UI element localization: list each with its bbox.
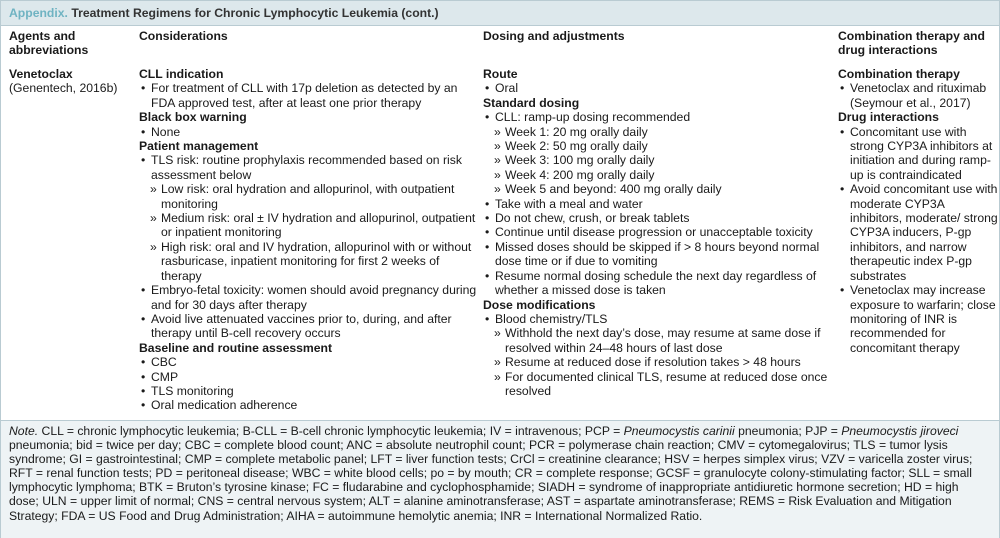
considerations-column bbox=[139, 29, 479, 413]
sub-list-item: » Week 1: 20 mg orally daily bbox=[483, 125, 829, 139]
appendix-label: Appendix. bbox=[9, 6, 68, 20]
section-title: Patient management bbox=[139, 139, 259, 154]
list-item: • TLS monitoring bbox=[139, 384, 479, 398]
sub-list-item: » Low risk: oral hydration and allopurinol, with outpatient monitoring bbox=[139, 182, 479, 211]
sub-list-item: » Week 4: 200 mg orally daily bbox=[483, 168, 829, 182]
list-item: • Oral bbox=[483, 81, 829, 95]
section-title: Baseline and routine assessment bbox=[139, 340, 333, 355]
combination-header: Combination therapy and drug interactions bbox=[838, 29, 985, 58]
agents-header: Agents and abbreviations bbox=[9, 29, 89, 58]
section-title: Standard dosing bbox=[483, 95, 580, 110]
sub-list-item: » Medium risk: oral ± IV hydration and allopurinol, outpatient or inpatient monitoring bbox=[139, 211, 479, 240]
list-item: • Avoid concomitant use with moderate CYP3A inhibitors, moderate/ strong CYP3A inducers, P-gp inhibitors, and narrow therapeutic index P-gp substrates bbox=[838, 182, 998, 283]
note-text: pneumonia; bid = twice per day; CBC = complete blood count; ANC = absolute neutrophil count; PCR = polymerase chain reaction; CMV = cytomegalovirus; TLS = tumor lysis syndrome; GI = gastrointestinal; CMP = complete metabolic panel; LFT = liver function tests; CrCl = creatinine clearance; HSV = herpes simplex virus; VZV = varicella zoster virus; RFT = renal function tests; PD = peritoneal disease; WBC = white blood cells; po = by mouth; CR = complete response; GCSF = granulocyte colony-stimulating factor; SLL = small lymphocytic lymphoma; BTK = Bruton’s tyrosine kinase; FC = fludarabine and cyclophosphamide; SIADH = syndrome of inappropriate antidiuretic hormone secretion; HD = high dose; ULN = upper limit of normal; CNS = central nervous system; ALT = alanine aminotransferase; AST = aspartate aminotransferase; REMS = Risk Evaluation and Mitigation Strategy; FDA = US Food and Drug Administration; AIHA = autoimmune hemolytic anemia; INR = International Normalized Ratio. bbox=[9, 438, 973, 523]
agent-name: Venetoclax bbox=[9, 67, 73, 81]
section-title: Drug interactions bbox=[838, 110, 939, 125]
list-item: • Concomitant use with strong CYP3A inhibitors at initiation and during ramp-up is contraindicated bbox=[838, 125, 998, 183]
black-box-list bbox=[139, 125, 479, 139]
list-item: • CLL: ramp-up dosing recommended bbox=[483, 110, 829, 124]
list-item: • Avoid live attenuated vaccines prior to, during, and after therapy until B-cell recovery occurs bbox=[139, 312, 479, 341]
standard-dosing-list bbox=[483, 110, 829, 297]
list-item: • Blood chemistry/TLS bbox=[483, 312, 829, 326]
section-title: CLL indication bbox=[139, 67, 224, 81]
considerations-header: Considerations bbox=[139, 29, 228, 43]
list-item: • Do not chew, crush, or break tablets bbox=[483, 211, 829, 225]
list-item: • TLS risk: routine prophylaxis recommended based on risk assessment below bbox=[139, 153, 479, 182]
section-title: Black box warning bbox=[139, 110, 247, 125]
dosing-column bbox=[483, 29, 829, 398]
agent-source: (Genentech, 2016b) bbox=[9, 81, 118, 96]
note-italic-term: Pneumocystis carinii bbox=[623, 424, 735, 438]
sub-list-item: » Week 3: 100 mg orally daily bbox=[483, 153, 829, 167]
cll-indication-list bbox=[139, 81, 479, 110]
section-title: Combination therapy bbox=[838, 67, 960, 81]
list-item: • Embryo-fetal toxicity: women should avoid pregnancy during and for 30 days after therapy bbox=[139, 283, 479, 312]
dosing-header: Dosing and adjustments bbox=[483, 29, 625, 43]
sub-list-item: » Resume at reduced dose if resolution takes > 48 hours bbox=[483, 355, 829, 369]
note-italic-term: Pneumocystis jiroveci bbox=[841, 424, 959, 438]
list-item: • Resume normal dosing schedule the next day regardless of whether a missed dose is taken bbox=[483, 269, 829, 298]
table-title: Treatment Regimens for Chronic Lymphocytic Leukemia (cont.) bbox=[71, 6, 439, 20]
note-text: CLL = chronic lymphocytic leukemia; B-CLL = B-cell chronic lymphocytic leukemia; IV = intravenous; PCP = bbox=[38, 424, 624, 438]
drug-interactions-list bbox=[838, 125, 998, 356]
section-title: Dose modifications bbox=[483, 297, 596, 312]
note-label: Note. bbox=[9, 424, 39, 438]
combination-column bbox=[838, 29, 998, 355]
list-item: • Take with a meal and water bbox=[483, 197, 829, 211]
list-item: • Venetoclax may increase exposure to warfarin; close monitoring of INR is recommended for concomitant therapy bbox=[838, 283, 998, 355]
list-item: • CMP bbox=[139, 370, 479, 384]
list-item: • Missed doses should be skipped if > 8 hours beyond normal dose time or if due to vomiting bbox=[483, 240, 829, 269]
list-item: • Continue until disease progression or unacceptable toxicity bbox=[483, 225, 829, 239]
combination-list bbox=[838, 81, 998, 110]
sub-list-item: » High risk: oral and IV hydration, allopurinol with or without rasburicase, inpatient monitoring for first 2 weeks of therapy bbox=[139, 240, 479, 283]
table-title-bar bbox=[1, 1, 999, 26]
section-title: Route bbox=[483, 67, 518, 81]
patient-management-list bbox=[139, 153, 479, 340]
list-item: • CBC bbox=[139, 355, 479, 369]
sub-list-item: » Week 2: 50 mg orally daily bbox=[483, 139, 829, 153]
sub-list-item: » Week 5 and beyond: 400 mg orally daily bbox=[483, 182, 829, 196]
agents-column bbox=[9, 29, 133, 96]
dose-modifications-list bbox=[483, 312, 829, 398]
route-list bbox=[483, 81, 829, 95]
list-item: • None bbox=[139, 125, 479, 139]
note-text: pneumonia; PJP = bbox=[734, 424, 842, 438]
sub-list-item: » For documented clinical TLS, resume at reduced dose once resolved bbox=[483, 370, 829, 399]
list-item: • For treatment of CLL with 17p deletion as detected by an FDA approved test, after at least one prior therapy bbox=[139, 81, 479, 110]
baseline-list bbox=[139, 355, 479, 413]
table-note bbox=[1, 420, 999, 538]
list-item: • Oral medication adherence bbox=[139, 398, 479, 412]
list-item: • Venetoclax and rituximab (Seymour et al., 2017) bbox=[838, 81, 998, 110]
sub-list-item: » Withhold the next day’s dose, may resume at same dose if resolved within 24–48 hours of last dose bbox=[483, 326, 829, 355]
